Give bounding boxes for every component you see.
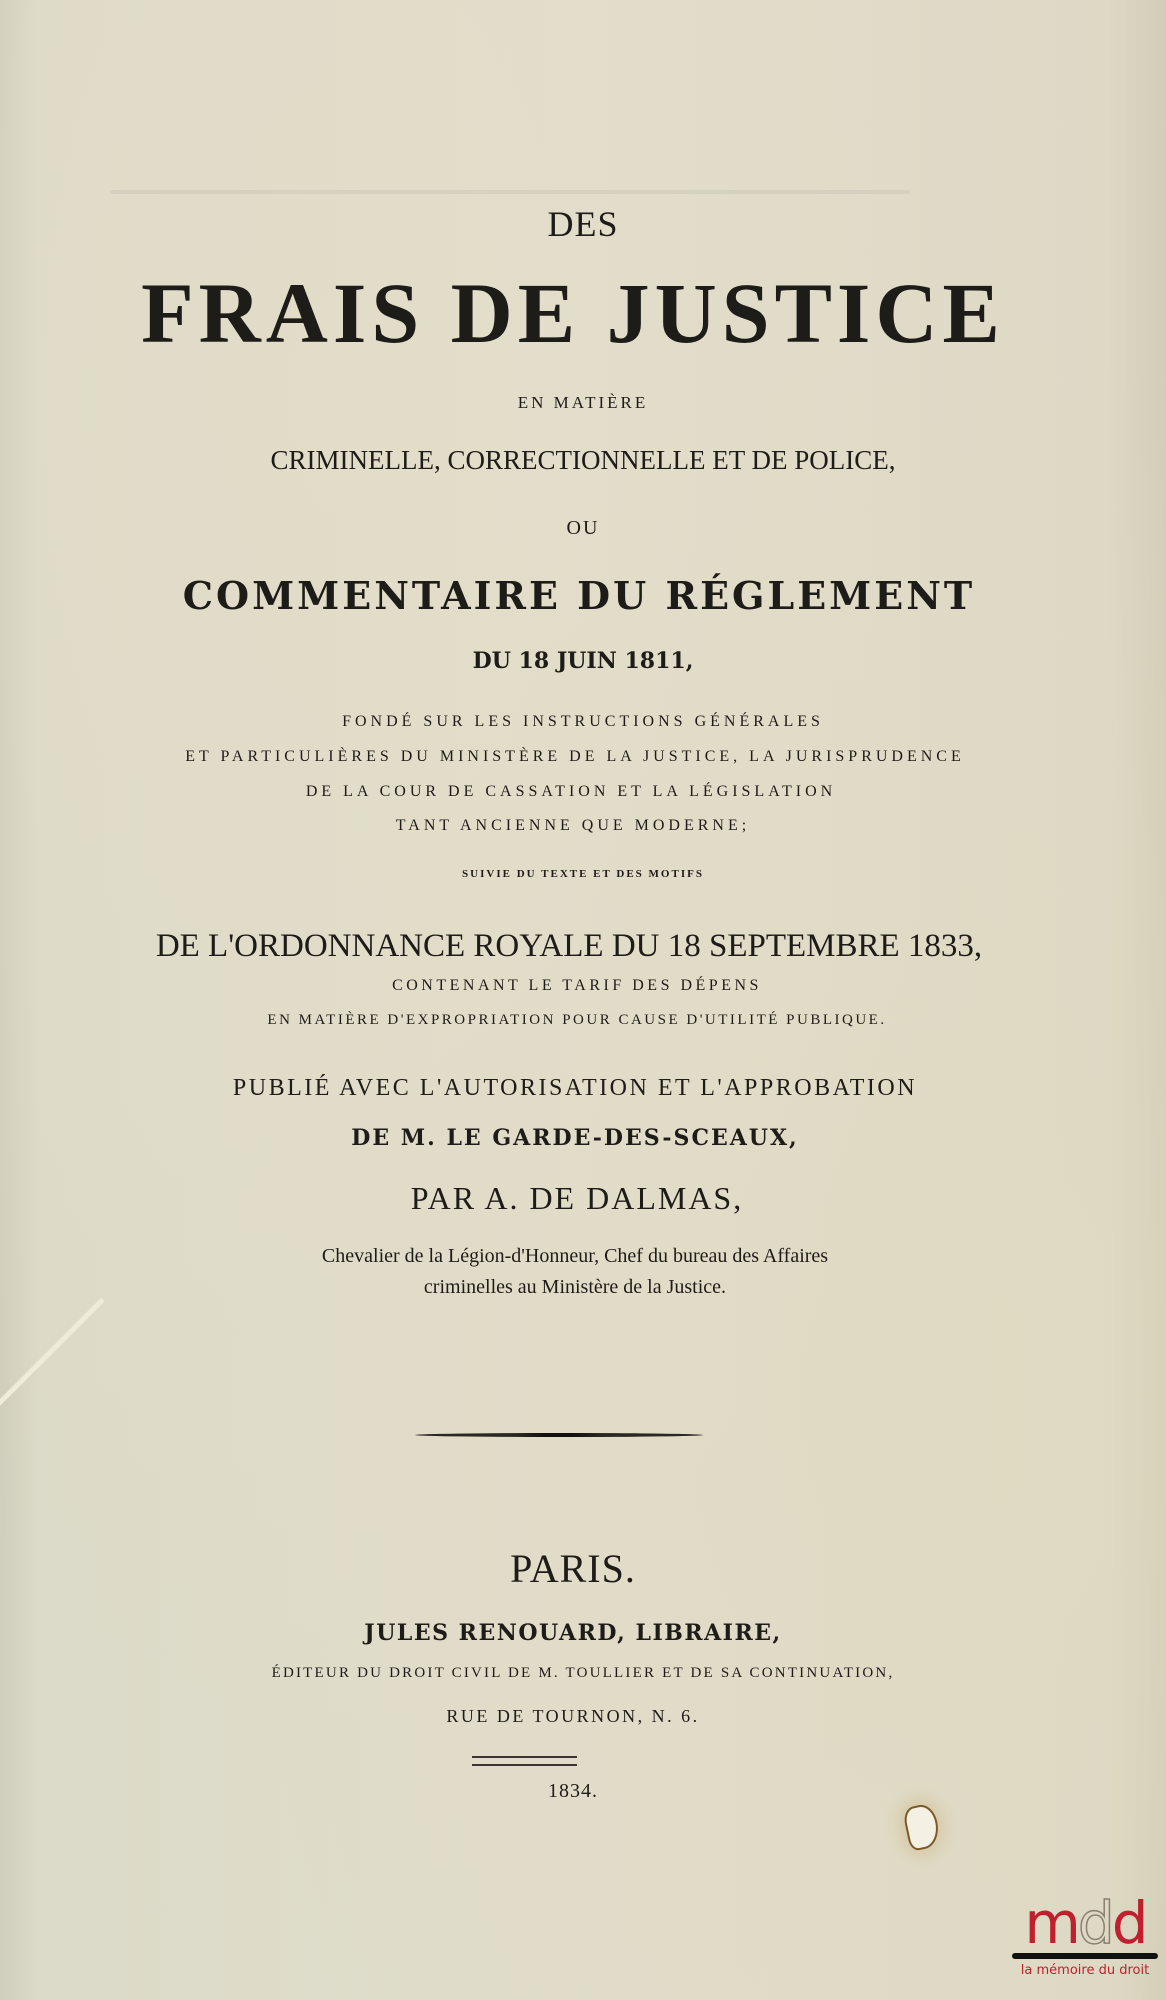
expropriation-line: EN MATIÈRE D'EXPROPRIATION POUR CAUSE D'UTILITÉ PUBLIQUE. <box>267 1012 887 1028</box>
foundation-line-3: DE LA COUR DE CASSATION ET LA LÉGISLATION <box>305 783 837 800</box>
title-commentaire: COMMENTAIRE DU RÉGLEMENT <box>182 573 976 618</box>
publie-line: PUBLIÉ AVEC L'AUTORISATION ET L'APPROBATION <box>232 1075 918 1101</box>
ordonnance-line: DE L'ORDONNANCE ROYALE DU 18 SEPTEMBRE 1833, <box>155 928 983 964</box>
foundation-line-1: FONDÉ SUR LES INSTRUCTIONS GÉNÉRALES <box>342 713 824 730</box>
author-title-2: criminelles au Ministère de la Justice. <box>423 1276 727 1298</box>
title-en-matiere: EN MATIÈRE <box>517 393 649 412</box>
foundation-line-4: TANT ANCIENNE QUE MODERNE; <box>395 817 751 834</box>
paper-hole-stain <box>902 1802 942 1852</box>
logo-letter-d-outline: d <box>1077 1889 1112 1957</box>
main-title: FRAIS DE JUSTICE <box>141 265 1005 361</box>
title-ou: OU <box>566 517 600 539</box>
bleed-through-text <box>110 190 910 194</box>
mdd-logo <box>1005 1889 1165 1993</box>
double-rule <box>472 1756 577 1766</box>
logo-letter-d: d <box>1111 1889 1146 1957</box>
suivie-line: SUIVIE DU TEXTE ET DES MOTIFS <box>462 868 704 880</box>
imprint-city: PARIS. <box>510 1546 636 1591</box>
imprint-publisher-note: ÉDITEUR DU DROIT CIVIL DE M. TOULLIER ET DE SA CONTINUATION, <box>271 1665 895 1681</box>
logo-letter-m: m <box>1024 1889 1078 1957</box>
mdd-logo-mark <box>1005 1889 1165 1957</box>
foundation-line-2: ET PARTICULIÈRES DU MINISTÈRE DE LA JUSTICE, LA JURISPRUDENCE <box>185 748 965 765</box>
imprint-publisher: JULES RENOUARD, LIBRAIRE, <box>364 1620 782 1646</box>
logo-tagline: la mémoire du droit <box>1020 1963 1150 1978</box>
imprint-address: RUE DE TOURNON, N. 6. <box>446 1706 700 1726</box>
author-title-1: Chevalier de la Légion-d'Honneur, Chef du bureau des Affaires <box>321 1245 829 1267</box>
title-des: DES <box>547 204 619 244</box>
author-line: PAR A. DE DALMAS, <box>410 1180 744 1216</box>
garde-line: DE M. LE GARDE-DES-SCEAUX, <box>351 1125 799 1151</box>
title-subject: CRIMINELLE, CORRECTIONNELLE ET DE POLICE, <box>270 445 896 475</box>
imprint-year: 1834. <box>548 1780 598 1802</box>
paper-crease <box>0 1298 105 1415</box>
title-date: DU 18 JUIN 1811, <box>472 648 694 674</box>
contenant-line: CONTENANT LE TARIF DES DÉPENS <box>392 977 762 994</box>
ornamental-rule <box>415 1433 703 1437</box>
